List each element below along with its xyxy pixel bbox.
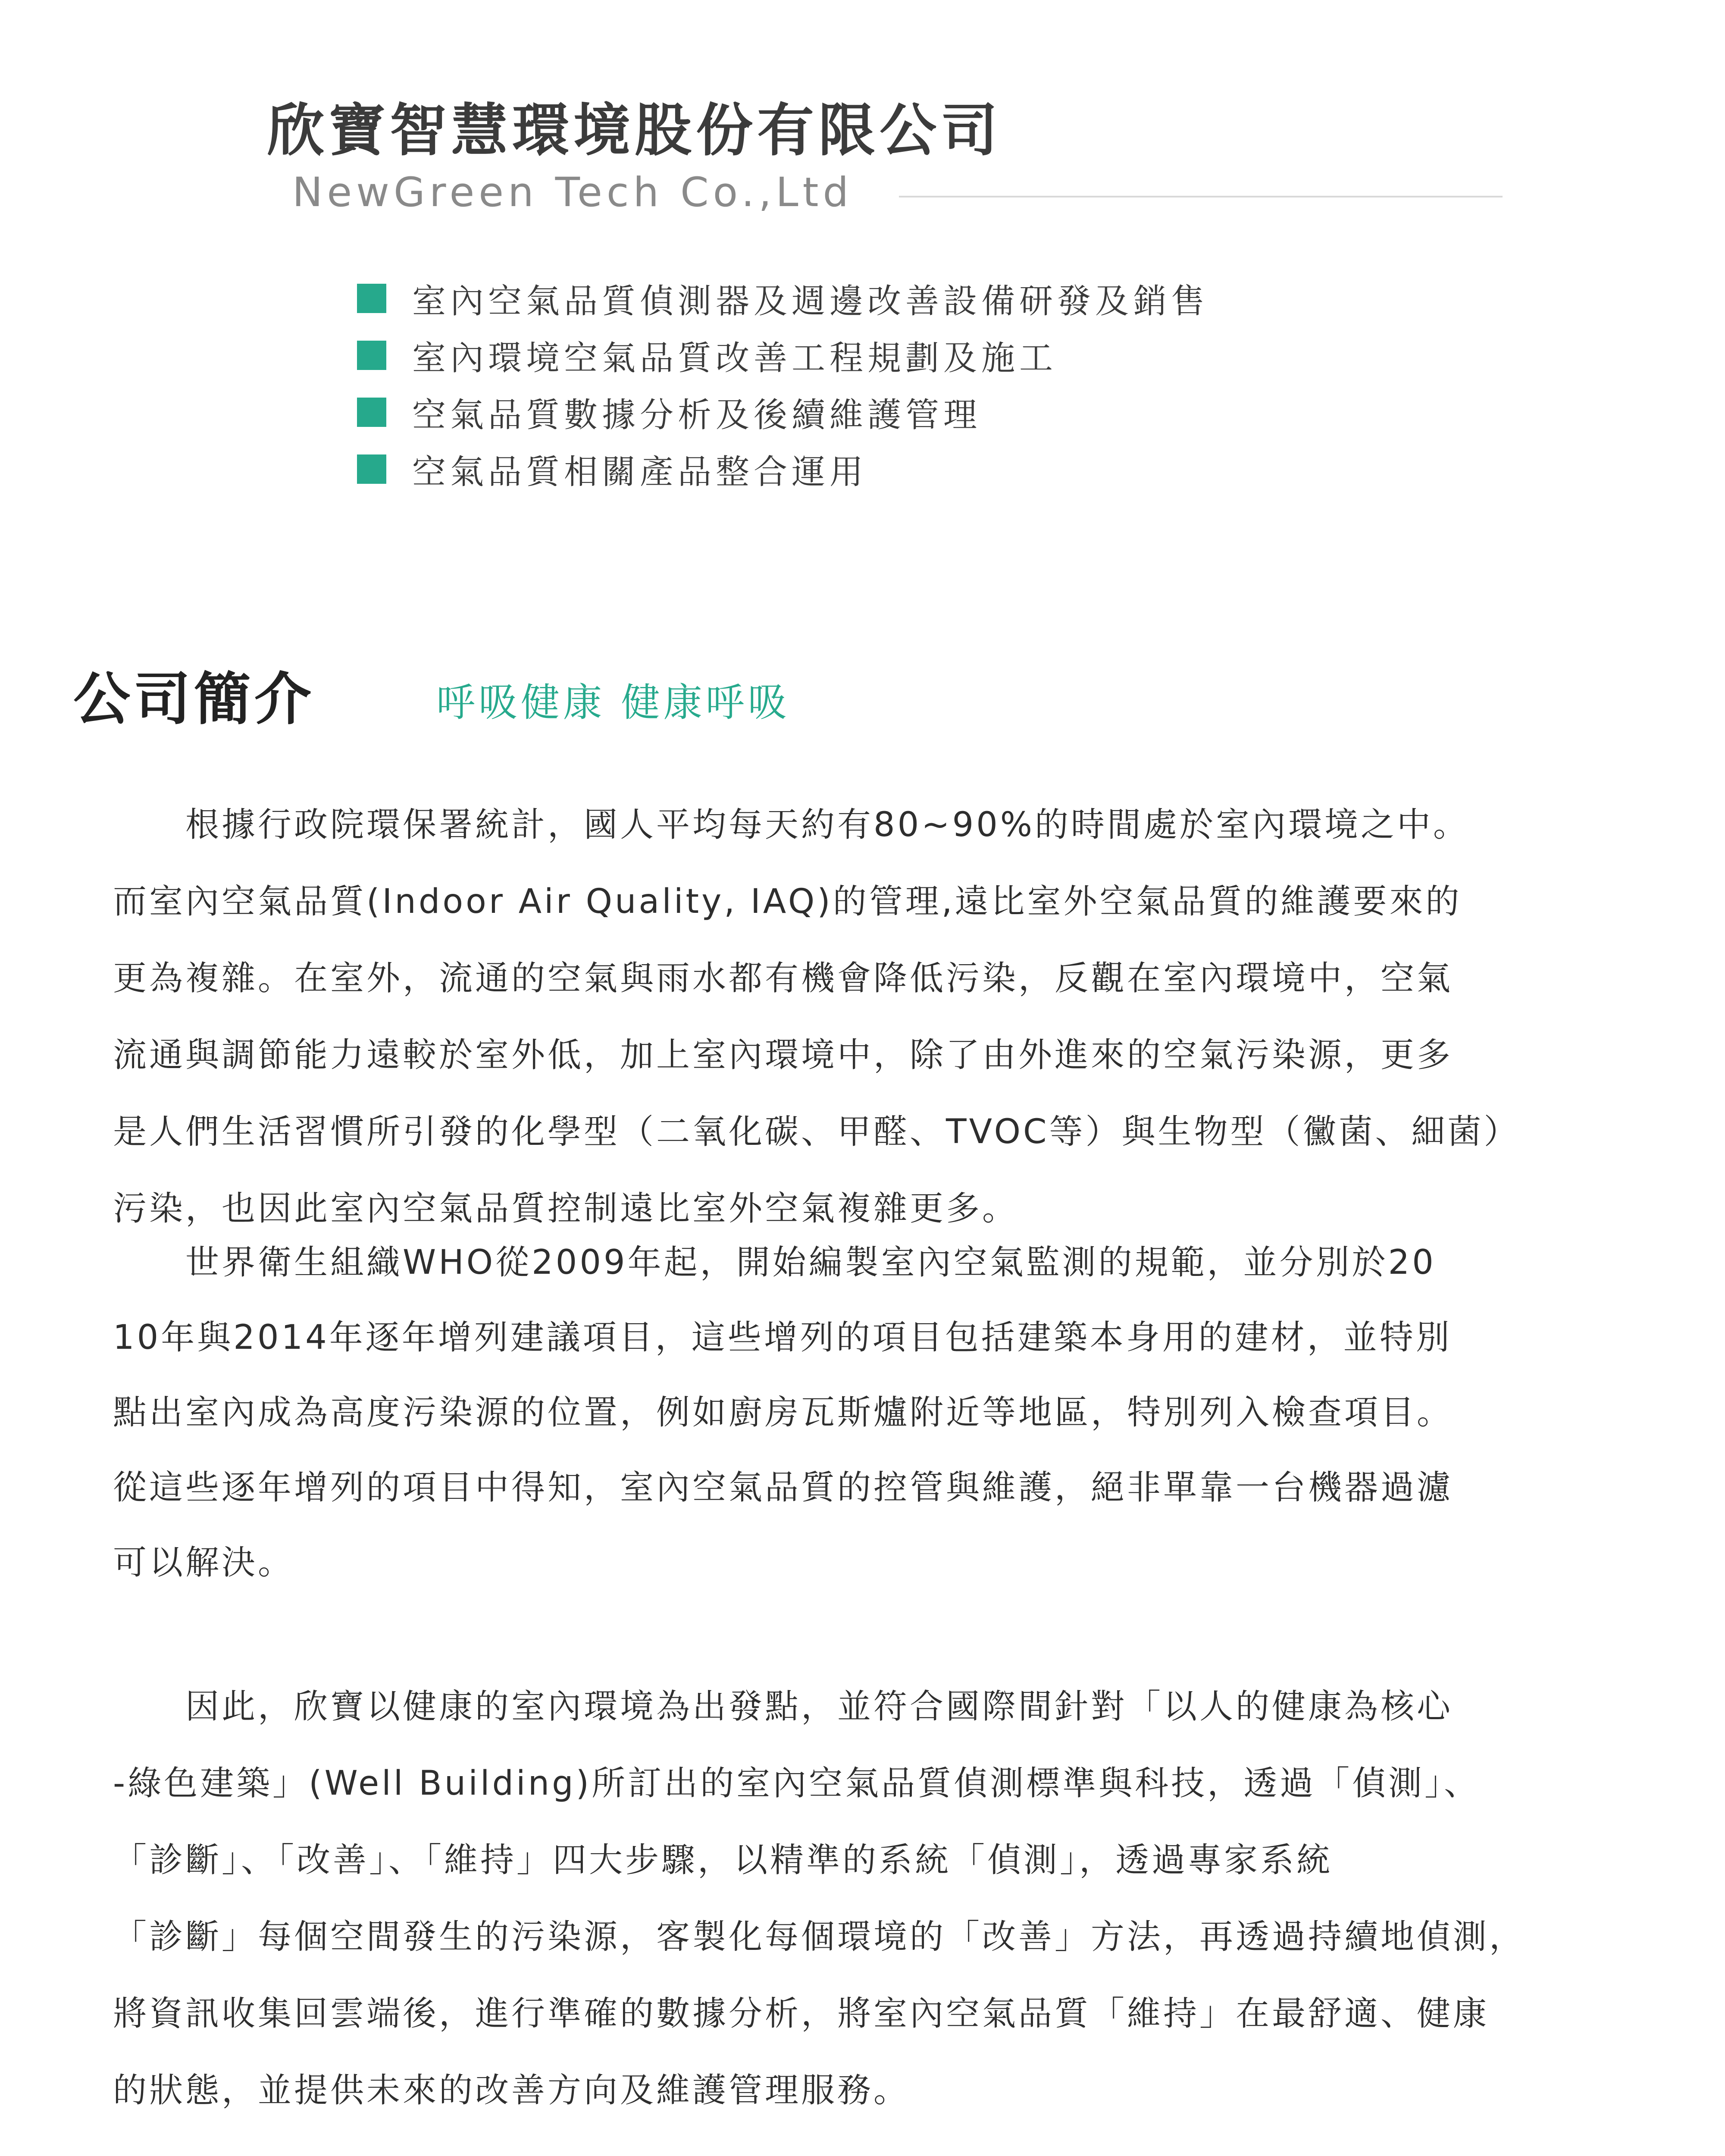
paragraph-line: 世界衛生組織WHO從2009年起，開始編製室內空氣監測的規範，並分別於20 [113,1243,1436,1282]
paragraph-line: 是人們生活習慣所引發的化學型（二氧化碳、甲醛、TVOC等）與生物型（黴菌、細菌） [113,1112,1520,1151]
paragraph-line: 10年與2014年逐年增列建議項目，這些增列的項目包括建築本身用的建材，並特別 [113,1318,1452,1357]
intro-paragraph-3 [113,1680,1648,2140]
paragraph-line: 「診斷」每個空間發生的污染源，客製化每個環境的「改善」方法，再透過持續地偵測， [113,1918,1526,1956]
section-title: 公司簡介 [73,666,315,733]
paragraph-line: 流通與調節能力遠較於室外低，加上室內環境中，除了由外進來的空氣污染源，更多 [113,1036,1453,1075]
company-name-en: NewGreen Tech Co.,Ltd [292,169,853,216]
paragraph-line: 「診斷」、「改善」、「維持」四大步驟，以精準的系統「偵測」，透過專家系統 [113,1841,1333,1880]
intro-paragraph-1 [113,798,1648,1258]
service-item [357,384,1209,441]
square-bullet-icon [357,341,386,370]
paragraph-line: 點出室內成為高度污染源的位置，例如廚房瓦斯爐附近等地區，特別列入檢查項目。 [113,1393,1453,1432]
paragraph-line: 根據行政院環保署統計，國人平均每天約有80~90%的時間處於室內環境之中。 [113,805,1469,844]
intro-paragraph-2 [113,1235,1648,1611]
square-bullet-icon [357,398,386,427]
service-item [357,327,1209,384]
paragraph-line: 可以解決。 [113,1543,294,1582]
paragraph-line: 的狀態，並提供未來的改善方向及維護管理服務。 [113,2071,910,2110]
paragraph-line: -綠色建築」(Well Building)所訂出的室內空氣品質偵測標準與科技，透過「偵測」、 [113,1764,1481,1803]
square-bullet-icon [357,284,386,313]
square-bullet-icon [357,454,386,484]
service-item [357,270,1209,327]
paragraph-line: 更為複雜。在室外，流通的空氣與雨水都有機會降低污染，反觀在室內環境中，空氣 [113,959,1453,998]
company-name: 欣寶智慧環境股份有限公司 [267,97,1002,164]
service-text: 空氣品質相關產品整合運用 [412,453,868,492]
paragraph-line: 將資訊收集回雲端後，進行準確的數據分析，將室內空氣品質「維持」在最舒適、健康 [113,1994,1490,2033]
paragraph-line: 從這些逐年增列的項目中得知，室內空氣品質的控管與維護，絕非單靠一台機器過濾 [113,1468,1453,1507]
service-text: 室內空氣品質偵測器及週邊改善設備研發及銷售 [412,282,1209,321]
paragraph-line: 污染，也因此室內空氣品質控制遠比室外空氣複雜更多。 [113,1189,1019,1228]
paragraph-line: 因此，欣寶以健康的室內環境為出發點，並符合國際間針對「以人的健康為核心 [113,1687,1453,1726]
service-text: 室內環境空氣品質改善工程規劃及施工 [412,339,1058,378]
paragraph-line: 而室內空氣品質(Indoor Air Quality, IAQ)的管理,遠比室外空氣品質的維護要來的 [113,882,1462,921]
service-list [357,270,1209,498]
service-text: 空氣品質數據分析及後續維護管理 [412,396,982,435]
section-slogan: 呼吸健康 健康呼吸 [436,680,790,725]
header-divider [899,196,1503,197]
service-item [357,441,1209,498]
